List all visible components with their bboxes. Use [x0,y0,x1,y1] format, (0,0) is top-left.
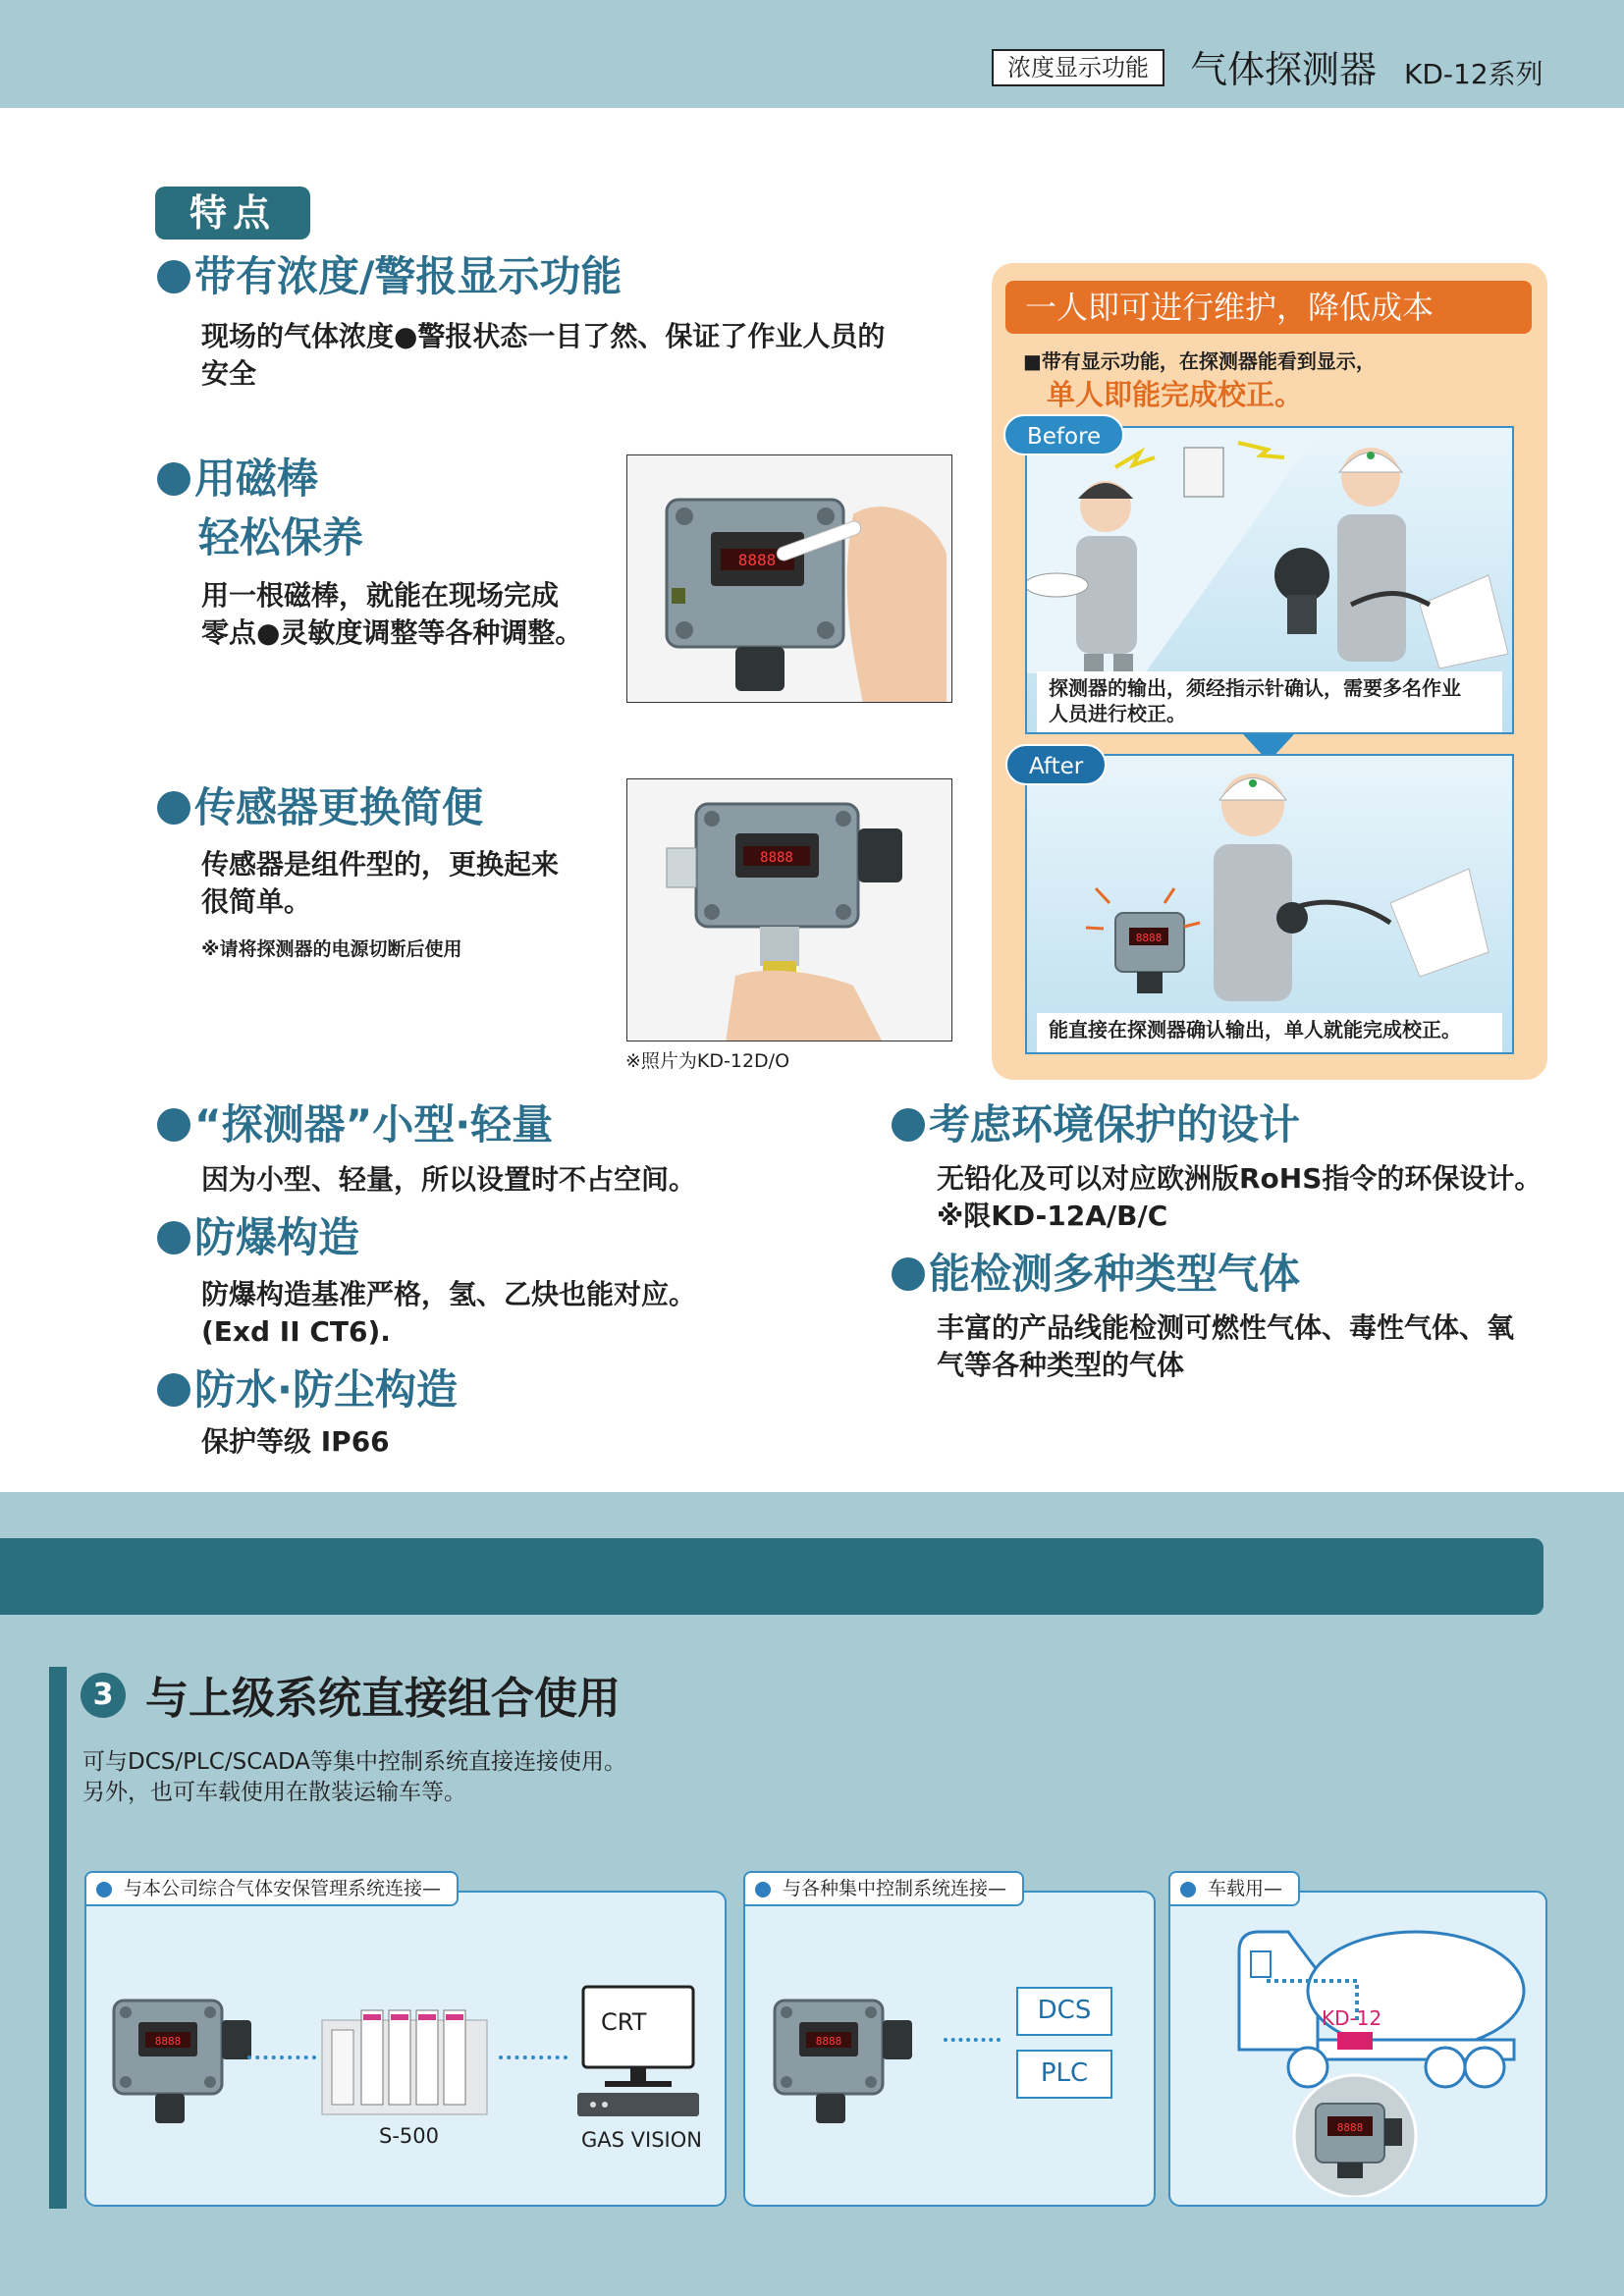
panel-line-2: 单人即能完成校正。 [1047,378,1304,411]
gas-vision-caption: GAS VISION [581,2128,702,2152]
feature-body-magnet: 用一根磁棒，就能在现场完成 零点●灵敏度调整等各种调整。 [201,579,583,649]
bullet-icon [892,1257,925,1291]
photo-note: ※照片为KD-12D/O [625,1050,790,1072]
section-description: 可与DCS/PLC/SCADA等集中控制系统直接连接使用。 另外，也可车载使用在散装运输车等。 [82,1749,627,1805]
box-company-system [84,1891,727,2207]
feature-note-sensor: ※请将探测器的电源切断后使用 [201,938,462,960]
bullet-icon [157,791,190,825]
feature-title-magnet: 用磁棒 [157,454,318,505]
box-label-control-system: 与各种集中控制系统连接— [743,1871,1024,1906]
feature-title-magnet-line2: 轻松保养 [198,513,364,561]
box-vehicle [1168,1891,1547,2207]
feature-body-waterproof: 保护等级 IP66 [201,1425,390,1458]
crt-monitor-image [575,1983,703,2120]
section-divider-bar [0,1538,1543,1615]
before-caption: 探测器的输出，须经指示针确认，需要多名作业 人员进行校正。 [1037,671,1502,732]
feature-body-environment: 无铅化及可以对应欧洲版RoHS指令的环保设计。 ※限KD-12A/B/C [937,1162,1543,1232]
feature-title-explosion-proof: 防爆构造 [157,1212,359,1263]
feature-title-environment: 考虑环境保护的设计 [892,1099,1300,1150]
svg-text:8888: 8888 [737,551,777,569]
s500-rack-image [320,1991,489,2118]
after-caption: 能直接在探测器确认输出，单人就能完成校正。 [1037,1013,1502,1052]
feature-title-sensor: 传感器更换简便 [157,782,483,833]
svg-text:8888: 8888 [154,2035,182,2048]
bullet-icon [892,1108,925,1142]
section-accent-bar [49,1667,67,2209]
tanker-truck-image [1180,1912,1540,2197]
panel-line-1: ■带有显示功能，在探测器能看到显示， [1023,349,1376,373]
svg-text:8888: 8888 [1135,932,1163,944]
box-control-system [743,1891,1156,2207]
feature-title-compact: “探测器”小型·轻量 [157,1099,553,1150]
bullet-icon [157,462,190,496]
svg-text:8888: 8888 [815,2035,842,2048]
plc-label: PLC [1016,2050,1112,2099]
kd12-label: KD-12 [1322,2006,1382,2030]
feature-body-display: 现场的气体浓度●警报状态一目了然、保证了作业人员的 安全 [201,320,886,390]
feature-title-display: 带有浓度/警报显示功能 [157,251,622,302]
photo-sensor-replacement [626,778,952,1041]
svg-text:8888: 8888 [760,850,793,866]
bullet-icon [157,1108,190,1142]
feature-body-explosion-proof: 防爆构造基准严格，氢、乙炔也能对应。 (Exd II CT6). [201,1278,697,1348]
detector-image [104,1991,261,2148]
crt-label: CRT [601,2008,647,2036]
svg-text:8888: 8888 [1336,2121,1364,2134]
feature-body-sensor: 传感器是组件型的，更换起来 很简单。 [201,848,560,918]
features-badge: 特点 [155,187,310,240]
header-tag: 浓度显示功能 [992,49,1164,86]
feature-title-waterproof: 防水·防尘构造 [157,1364,458,1415]
photo-magnet-maintenance [626,454,952,703]
header-band [0,0,1624,108]
box-label-vehicle: 车载用— [1168,1871,1300,1906]
feature-body-compact: 因为小型、轻量，所以设置时不占空间。 [201,1163,697,1196]
after-scene [1025,754,1514,1054]
section-title: 与上级系统直接组合使用 [145,1674,621,1724]
after-label: After [1005,744,1107,785]
before-scene [1025,426,1514,734]
detector-image [765,1991,922,2148]
feature-title-multi-gas: 能检测多种类型气体 [892,1249,1300,1300]
before-label: Before [1003,414,1124,455]
connection-line [247,2056,316,2059]
header-title: 气体探测器 [1190,48,1378,91]
bullet-icon [157,1373,190,1407]
connection-line [944,2038,1001,2042]
header-series: KD-12系列 [1404,58,1543,90]
panel-headline: 一人即可进行维护，降低成本 [1005,281,1532,334]
section-number: 3 [81,1673,126,1718]
connection-line [499,2056,568,2059]
bullet-icon [157,1221,190,1255]
bullet-icon [157,260,190,294]
box-label-company-system: 与本公司综合气体安保管理系统连接— [84,1871,459,1906]
s500-caption: S-500 [379,2124,439,2148]
dcs-label: DCS [1016,1987,1112,2036]
feature-body-multi-gas: 丰富的产品线能检测可燃性气体、毒性气体、氧 气等各种类型的气体 [937,1311,1515,1381]
